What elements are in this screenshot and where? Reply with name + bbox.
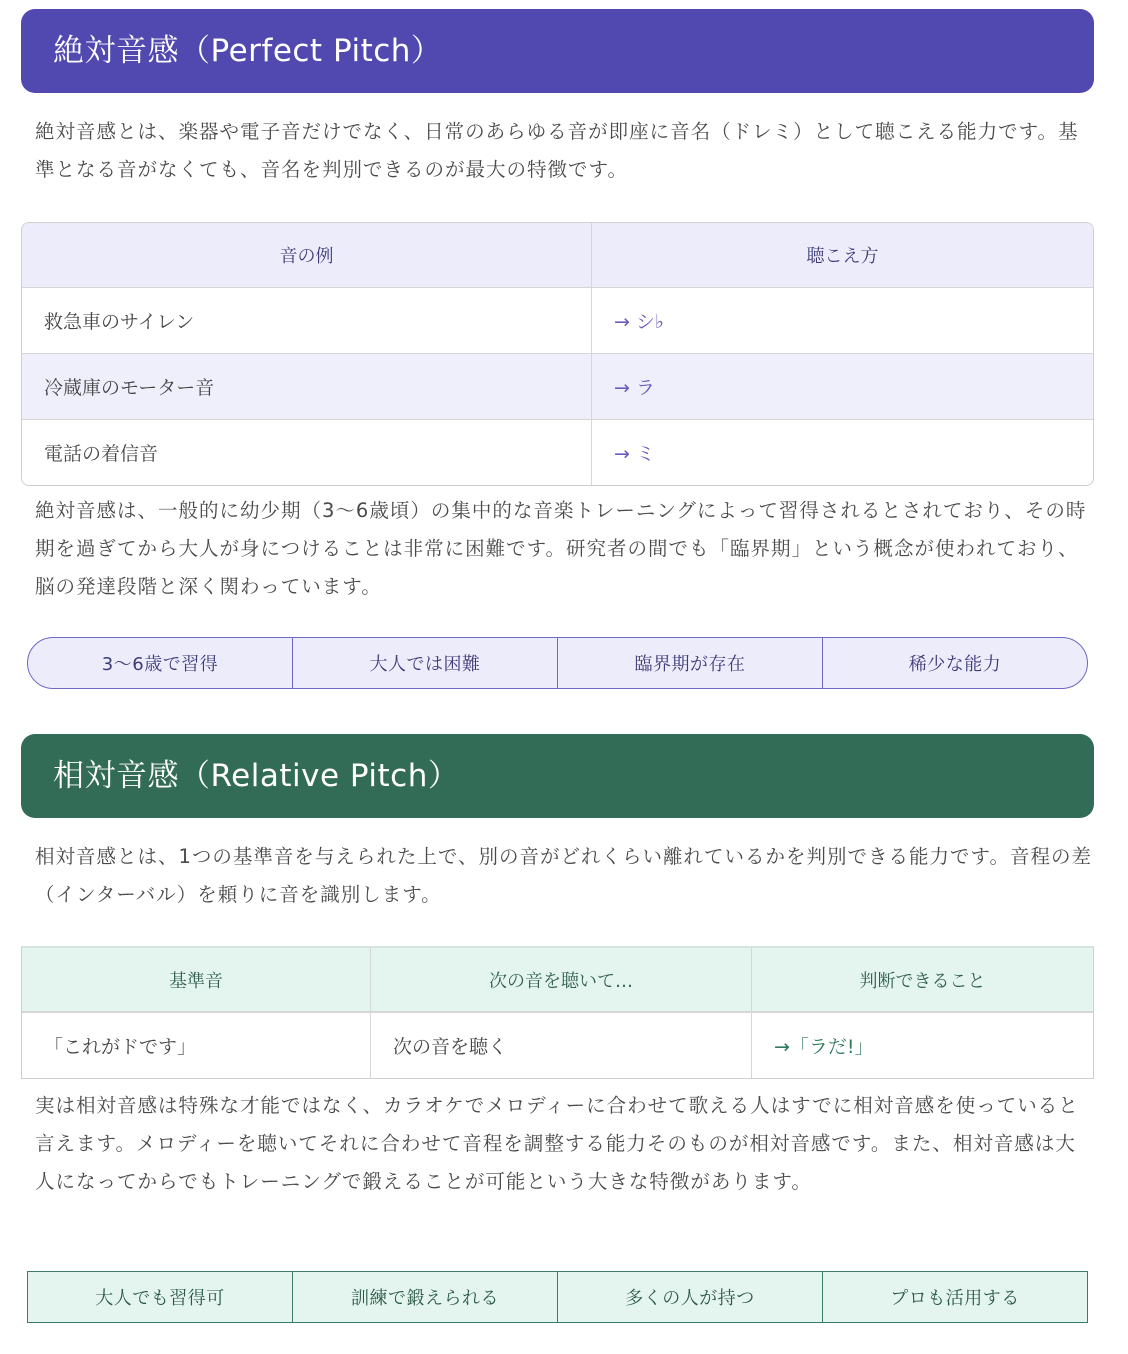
tag: 大人でも習得可 (95, 1288, 225, 1309)
perfect-pitch-detail: 絶対音感は、一般的に幼少期（3〜6歳頃）の集中的な音楽トレーニングによって習得されるとされており、その時期を過ぎてから大人が身につけることは非常に困難です。研究者の間でも「臨界期」という概念が使われており、脳の発達段階と深く関わっています。 (35, 499, 1087, 598)
sound-example: 救急車のサイレン (22, 287, 591, 353)
heard-note: → シ♭ (591, 287, 1093, 353)
heard-note: → ミ (591, 419, 1093, 485)
perfect-pitch-table (21, 222, 1094, 486)
judgement: →「ラだ!」 (751, 1011, 1093, 1078)
column-header: 音の例 (22, 223, 591, 287)
tag: 臨界期が存在 (557, 638, 822, 688)
table-row (22, 353, 1093, 419)
relative-pitch-heading: 相対音感（Relative Pitch） (21, 734, 1094, 818)
column-header: 基準音 (22, 948, 370, 1011)
tag: 3〜6歳で習得 (101, 654, 219, 675)
relative-pitch-intro: 相対音感とは、1つの基準音を与えられた上で、別の音がどれくらい離れているかを判別できる能力です。音程の差（インターバル）を頼りに音を識別します。 (35, 845, 1092, 906)
table-row (22, 287, 1093, 353)
column-header: 聴こえ方 (591, 223, 1093, 287)
column-header: 判断できること (751, 948, 1093, 1011)
tag: 大人では困難 (292, 638, 557, 688)
sound-example: 冷蔵庫のモーター音 (22, 353, 591, 419)
tag: 訓練で鍛えられる (292, 1272, 557, 1322)
next-tone: 次の音を聴く (370, 1011, 751, 1078)
perfect-pitch-heading: 絶対音感（Perfect Pitch） (21, 9, 1094, 93)
tag: 多くの人が持つ (557, 1272, 822, 1322)
perfect-pitch-intro: 絶対音感とは、楽器や電子音だけでなく、日常のあらゆる音が即座に音名（ドレミ）として聴こえる能力です。基準となる音がなくても、音名を判別できるのが最大の特徴です。 (35, 120, 1079, 181)
tag: 稀少な能力 (822, 638, 1087, 688)
perfect-pitch-tags (27, 637, 1088, 689)
column-header: 次の音を聴いて… (370, 948, 751, 1011)
heard-note: → ラ (591, 353, 1093, 419)
table-row (22, 1011, 1093, 1078)
table-header-row (22, 223, 1093, 287)
relative-pitch-tags (27, 1271, 1088, 1323)
tag: プロも活用する (822, 1272, 1087, 1322)
reference-tone: 「これがドです」 (22, 1011, 370, 1078)
relative-pitch-detail: 実は相対音感は特殊な才能ではなく、カラオケでメロディーに合わせて歌える人はすでに相対音感を使っていると言えます。メロディーを聴いてそれに合わせて音程を調整する能力そのものが相対音感です。また、相対音感は大人になってからでもトレーニングで鍛えることが可能という大きな特徴があります。 (35, 1094, 1079, 1193)
table-header-row (22, 948, 1093, 1011)
relative-pitch-table (21, 946, 1094, 1079)
sound-example: 電話の着信音 (22, 419, 591, 485)
table-row (22, 419, 1093, 485)
